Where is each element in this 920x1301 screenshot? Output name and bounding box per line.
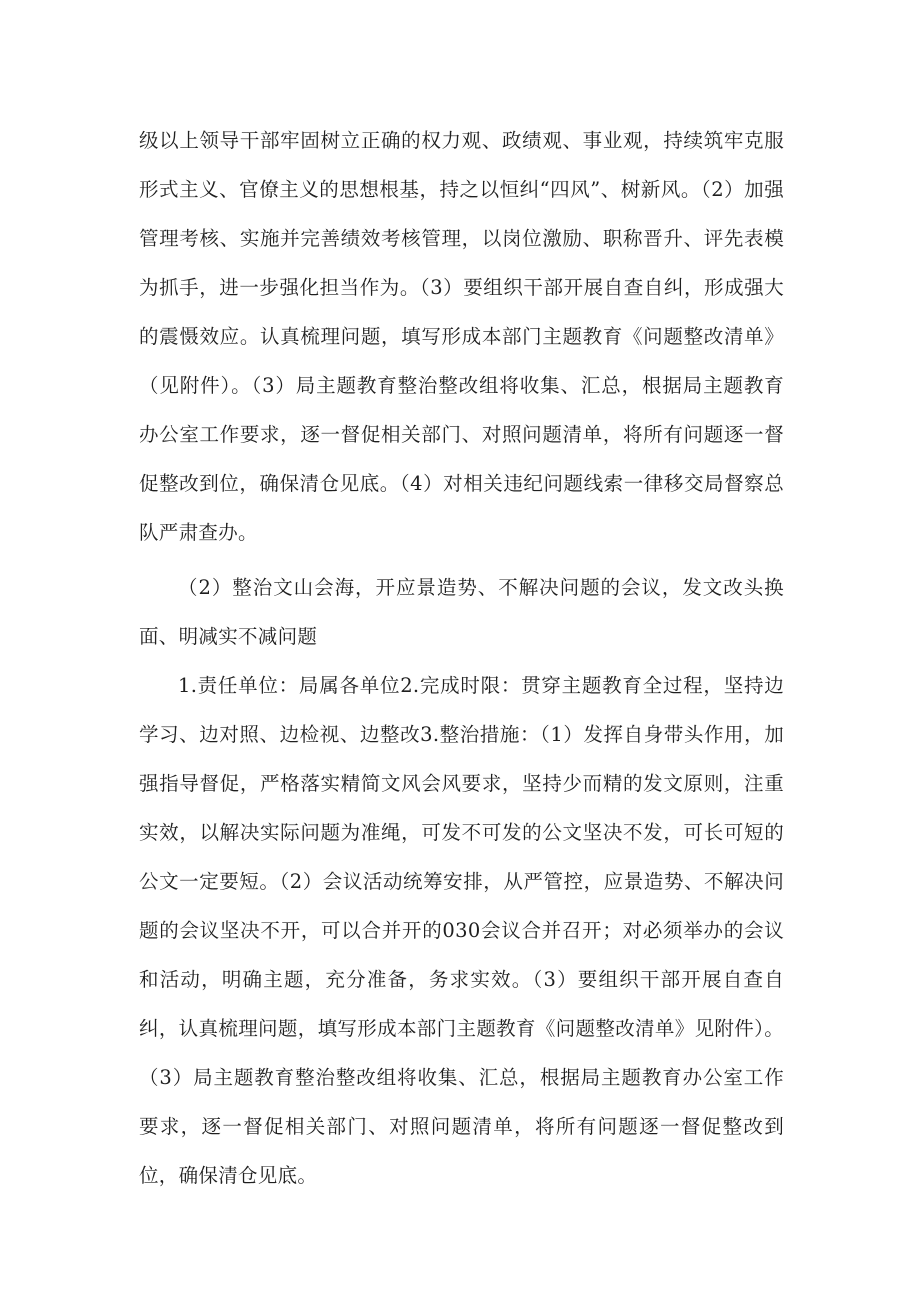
body-paragraph-continuation: 级以上领导干部牢固树立正确的权力观、政绩观、事业观，持续筑牢克服形式主义、官僚主义的思想根基，持之以恒纠“四风”、树新风。（2）加强管理考核、实施并完善绩效考核管理，以岗位激励、职称晋升、评先表模为抓手，进一步强化担当作为。（3）要组织干部开展自查自纠，形成强大的震慑效应。认真梳理问题，填写形成本部门主题教育《问题整改清单》（见附件）。（3）局主题教育整治整改组将收集、汇总，根据局主题教育办公室工作要求，逐一督促相关部门、对照问题清单，将所有问题逐一督促整改到位，确保清仓见底。（4）对相关违纪问题线索一律移交局督察总队严肃查办。 — [139, 129, 784, 544]
body-paragraph-measures: 1.责任单位：局属各单位2.完成时限：贯穿主题教育全过程，坚持边学习、边对照、边检视、边整改3.整治措施：（1）发挥自身带头作用，加强指导督促，严格落实精简文风会风要求，坚持少而精的发文原则，注重实效，以解决实际问题为准绳，可发不可发的公文坚决不发，可长可短的公文一定要短。（2）会议活动统筹安排，从严管控，应景造势、不解决问题的会议坚决不开，可以合并开的030会议合并召开；对必须举办的会议和活动，明确主题，充分准备，务求实效。（3）要组织干部开展自查自纠，认真梳理问题，填写形成本部门主题教育《问题整改清单》见附件）。（3）局主题教育整治整改组将收集、汇总，根据局主题教育办公室工作要求，逐一督促相关部门、对照问题清单，将所有问题逐一督促整改到位，确保清仓见底。 — [139, 674, 784, 1187]
section-heading-paragraph: （2）整治文山会海，开应景造势、不解决问题的会议，发文改头换面、明减实不减问题 — [139, 576, 784, 648]
